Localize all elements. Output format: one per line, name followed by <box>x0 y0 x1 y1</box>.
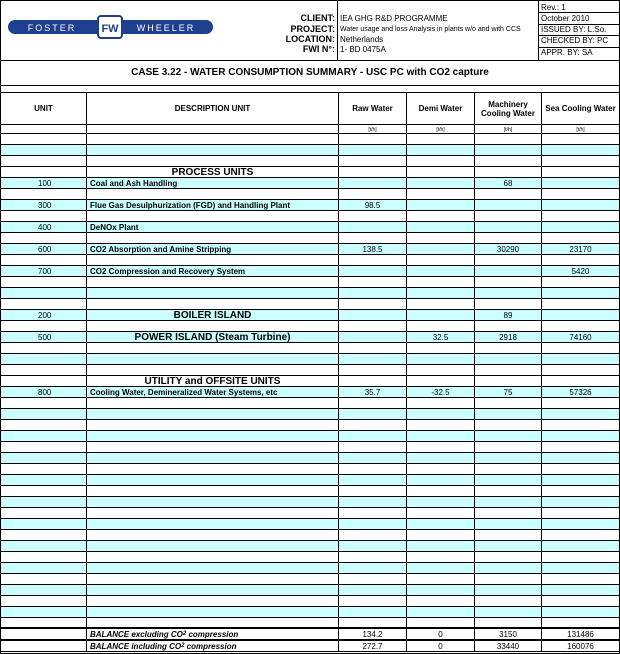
sea-cooling-value <box>542 200 619 210</box>
section-row <box>1 167 619 178</box>
blank-row <box>1 442 619 453</box>
sea-cooling-value: 5420 <box>571 266 590 276</box>
unit-description: POWER ISLAND (Steam Turbine) <box>87 332 339 342</box>
sea-cooling-value <box>542 178 619 188</box>
unit-row-800 <box>1 387 619 398</box>
machinery-cooling-value: 30290 <box>475 244 542 254</box>
balance-label: BALANCE including CO 2 compression <box>87 641 339 651</box>
blank-row <box>1 431 619 442</box>
raw-water-value <box>339 310 407 320</box>
unit-number: 100 <box>1 178 87 188</box>
raw-water-value: 98.5 <box>339 200 407 210</box>
section-row <box>1 376 619 387</box>
blank-row <box>1 563 619 574</box>
unit-number: 800 <box>1 387 87 397</box>
raw-water-value <box>339 222 407 232</box>
unit-description: CO2 Absorption and Amine Stripping <box>87 244 339 254</box>
col-raw-water: Raw Water <box>339 93 407 124</box>
unit-description: Cooling Water, Demineralized Water Systems, etc <box>87 387 339 397</box>
blank-row <box>1 288 619 299</box>
unit-demi: [t/h] <box>407 125 475 133</box>
machinery-cooling-value <box>475 200 542 210</box>
blank-row <box>1 453 619 464</box>
blank-row <box>1 354 619 365</box>
project-value: Water usage and loss Analysis in plants w/o and with CCS <box>340 26 521 33</box>
machinery-cooling-value: 68 <box>475 178 542 188</box>
document-title: CASE 3.22 - WATER CONSUMPTION SUMMARY - USC PC with CO2 capture <box>1 61 619 86</box>
blank-row <box>1 189 619 200</box>
blank-row <box>1 574 619 585</box>
col-machinery-l2: Cooling Water <box>481 108 535 118</box>
blank-row <box>1 299 619 310</box>
balance-raw: 272.7 <box>339 641 407 651</box>
machinery-cooling-value: 2918 <box>475 332 542 342</box>
blank-row <box>1 398 619 409</box>
blank-row <box>1 321 619 332</box>
balance-demi: 0 <box>407 641 475 651</box>
col-demi-water: Demi Water <box>407 93 475 124</box>
raw-water-value <box>339 178 407 188</box>
location-value: Netherlands <box>340 35 384 44</box>
table-header-row <box>1 93 619 125</box>
balance-mach: 3150 <box>475 629 542 639</box>
blank-row <box>1 277 619 288</box>
unit-row-500 <box>1 332 619 343</box>
sea-cooling-value <box>542 222 619 232</box>
foster-wheeler-logo <box>8 15 213 39</box>
revision: Rev.: 1 <box>541 3 566 12</box>
balance-raw: 134.2 <box>339 629 407 639</box>
demi-water-value <box>407 200 475 210</box>
blank-row <box>1 607 619 618</box>
demi-water-value <box>407 222 475 232</box>
col-unit: UNIT <box>1 93 87 124</box>
unit-number: 600 <box>1 244 87 254</box>
section-title-process: PROCESS UNITS <box>87 167 339 177</box>
unit-description: Flue Gas Desulphurization (FGD) and Handling Plant <box>87 200 339 210</box>
blank-row <box>1 618 619 628</box>
blank-row <box>1 519 619 530</box>
raw-water-value <box>339 266 407 276</box>
balance-sea: 131486 <box>567 629 594 639</box>
unit-number: 200 <box>1 310 87 320</box>
machinery-cooling-value: 75 <box>475 387 542 397</box>
col-description: DESCRIPTION UNIT <box>87 93 339 124</box>
sea-cooling-value <box>542 310 619 320</box>
machinery-cooling-value: 89 <box>475 310 542 320</box>
svg-text:FW: FW <box>101 23 119 35</box>
unit-description: Coal and Ash Handling <box>87 178 339 188</box>
svg-text:WHEELER: WHEELER <box>136 23 196 33</box>
unit-row-100 <box>1 178 619 189</box>
blank-row <box>1 475 619 486</box>
unit-row-700 <box>1 266 619 277</box>
svg-text:FOSTER: FOSTER <box>27 23 77 33</box>
blank-row <box>1 409 619 420</box>
section-title-utility: UTILITY and OFFSITE UNITS <box>87 376 339 386</box>
col-machinery-cooling <box>475 93 542 124</box>
blank-row <box>1 211 619 222</box>
blank-row <box>1 134 619 145</box>
approved-by: APPR. BY: SA <box>541 48 593 57</box>
client-label: CLIENT: <box>300 13 335 23</box>
blank-row <box>1 486 619 497</box>
unit-row-300 <box>1 200 619 211</box>
unit-number: 400 <box>1 222 87 232</box>
sea-cooling-value: 23170 <box>569 244 592 254</box>
blank-row <box>1 585 619 596</box>
demi-water-value <box>407 266 475 276</box>
blank-row <box>1 541 619 552</box>
project-label: PROJECT: <box>290 24 335 34</box>
unit-row-400 <box>1 222 619 233</box>
machinery-cooling-value <box>475 222 542 232</box>
unit-mach: [t/h] <box>475 125 542 133</box>
issued-by: ISSUED BY: L.So. <box>541 25 607 34</box>
unit-number: 700 <box>1 266 87 276</box>
blank-row <box>1 233 619 244</box>
balance-label: BALANCE excluding CO 2 compression <box>87 629 339 639</box>
unit-raw: [t/h] <box>339 125 407 133</box>
demi-water-value <box>407 178 475 188</box>
client-value: IEA GHG R&D PROGRAMME <box>340 14 448 23</box>
balance-row-2 <box>1 640 619 652</box>
blank-row <box>1 552 619 563</box>
blank-row <box>1 464 619 475</box>
fwi-label: FWI N°: <box>302 44 335 54</box>
fwi-value: 1- BD 0475A <box>340 45 386 54</box>
blank-row <box>1 596 619 607</box>
unit-number: 500 <box>1 332 87 342</box>
blank-row <box>1 530 619 541</box>
demi-water-value <box>407 244 475 254</box>
balance-row-1 <box>1 628 619 640</box>
col-machinery-l1: Machinery <box>488 99 528 109</box>
blank-row <box>1 343 619 354</box>
sea-cooling-value: 57326 <box>569 387 592 397</box>
demi-water-value: 32.5 <box>407 332 475 342</box>
unit-sea: [t/h] <box>576 127 585 133</box>
demi-water-value <box>407 310 475 320</box>
blank-row <box>1 255 619 266</box>
unit-number: 300 <box>1 200 87 210</box>
raw-water-value: 138.5 <box>339 244 407 254</box>
col-sea-cooling: Sea Cooling Water <box>545 104 616 113</box>
unit-description: CO2 Compression and Recovery System <box>87 266 339 276</box>
demi-water-value: -32.5 <box>407 387 475 397</box>
raw-water-value <box>339 332 407 342</box>
balance-mach: 33440 <box>475 641 542 651</box>
balance-sea: 160076 <box>567 641 594 651</box>
checked-by: CHECKED BY: PC <box>541 36 609 45</box>
unit-row-200 <box>1 310 619 321</box>
unit-description: BOILER ISLAND <box>87 310 339 320</box>
unit-row-600 <box>1 244 619 255</box>
raw-water-value: 35.7 <box>339 387 407 397</box>
machinery-cooling-value <box>475 266 542 276</box>
unit-description: DeNOx Plant <box>87 222 339 232</box>
blank-row <box>1 365 619 376</box>
blank-row <box>1 497 619 508</box>
issue-date: October 2010 <box>541 14 590 23</box>
blank-row <box>1 508 619 519</box>
blank-row <box>1 156 619 167</box>
blank-row <box>1 145 619 156</box>
location-label: LOCATION: <box>285 34 335 44</box>
blank-row <box>1 420 619 431</box>
document-header <box>1 1 619 61</box>
balance-demi: 0 <box>407 629 475 639</box>
units-row <box>1 125 619 134</box>
sea-cooling-value: 74160 <box>569 332 592 342</box>
